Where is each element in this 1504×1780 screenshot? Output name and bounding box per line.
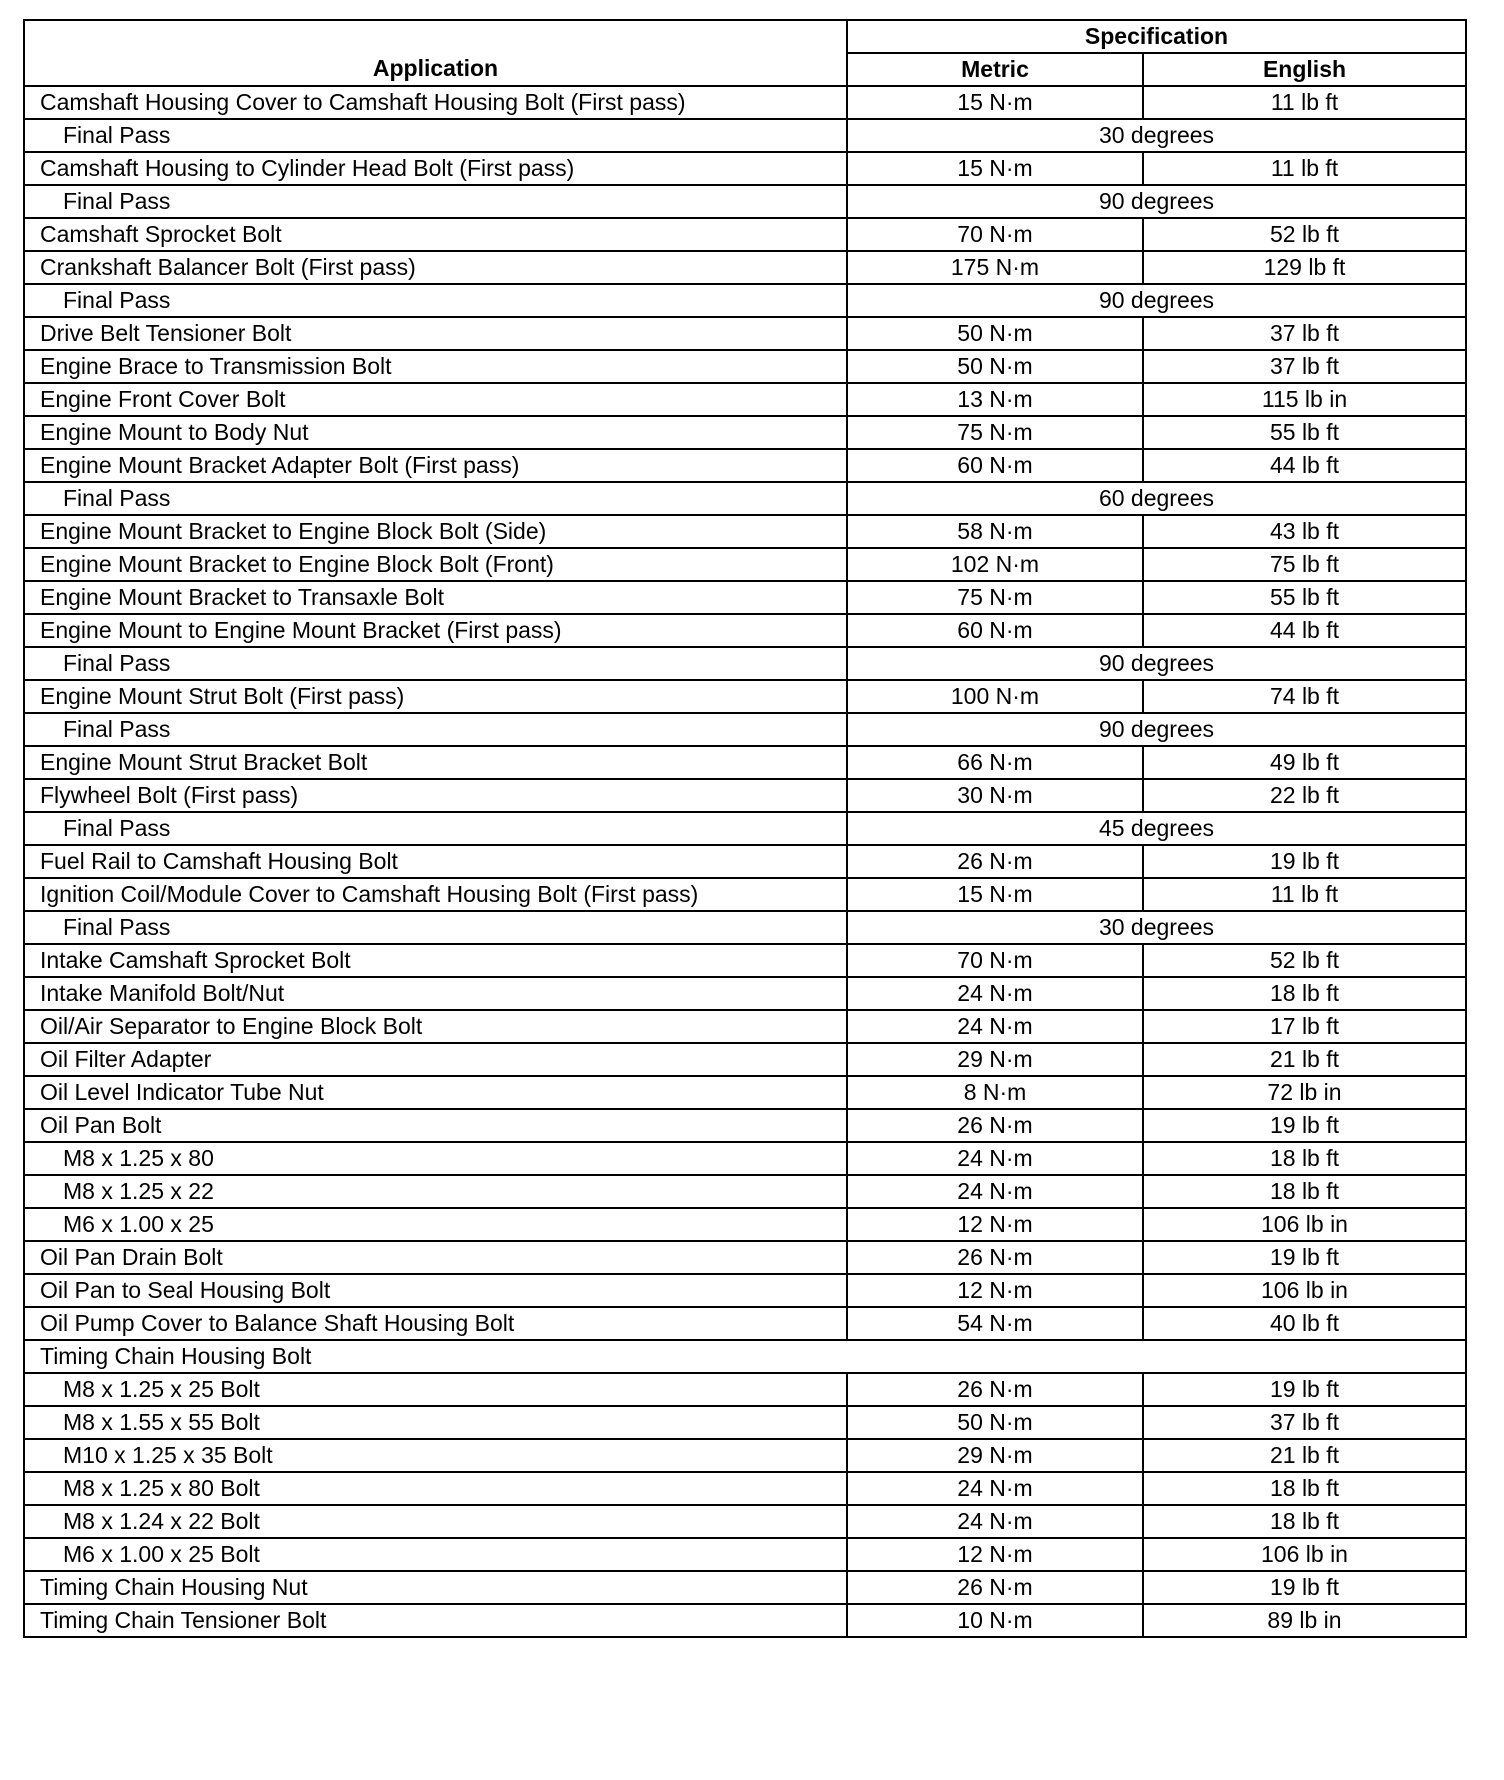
english-cell: 22 lb ft: [1143, 779, 1466, 812]
application-cell: Drive Belt Tensioner Bolt: [24, 317, 847, 350]
table-row: [24, 416, 1466, 449]
table-row: [24, 1175, 1466, 1208]
table-row: [24, 1010, 1466, 1043]
header-application: Application: [24, 20, 847, 86]
application-cell: Timing Chain Tensioner Bolt: [24, 1604, 847, 1637]
application-cell: Oil Pan Drain Bolt: [24, 1241, 847, 1274]
metric-cell: 50 N·m: [847, 350, 1143, 383]
table-row: [24, 1571, 1466, 1604]
english-cell: 89 lb in: [1143, 1604, 1466, 1637]
english-cell: 18 lb ft: [1143, 1175, 1466, 1208]
metric-cell: 102 N·m: [847, 548, 1143, 581]
application-cell: Intake Camshaft Sprocket Bolt: [24, 944, 847, 977]
application-cell: Oil Pan Bolt: [24, 1109, 847, 1142]
table-row: [24, 482, 1466, 515]
angle-spec-cell: 60 degrees: [847, 482, 1466, 515]
table-row: [24, 86, 1466, 119]
english-cell: 21 lb ft: [1143, 1043, 1466, 1076]
table-row: [24, 1439, 1466, 1472]
application-cell: Timing Chain Housing Bolt: [24, 1340, 1466, 1373]
table-row: [24, 944, 1466, 977]
metric-cell: 75 N·m: [847, 581, 1143, 614]
table-row: [24, 251, 1466, 284]
application-cell: Oil/Air Separator to Engine Block Bolt: [24, 1010, 847, 1043]
table-row: [24, 614, 1466, 647]
table-row: [24, 1307, 1466, 1340]
table-row: [24, 1406, 1466, 1439]
table-row: [24, 1604, 1466, 1637]
application-cell: Final Pass: [24, 185, 847, 218]
application-cell: Camshaft Sprocket Bolt: [24, 218, 847, 251]
torque-spec-table: [23, 19, 1467, 1638]
metric-cell: 24 N·m: [847, 1010, 1143, 1043]
table-row: [24, 383, 1466, 416]
english-cell: 52 lb ft: [1143, 944, 1466, 977]
application-cell: Engine Mount Bracket to Engine Block Bolt (Front): [24, 548, 847, 581]
metric-cell: 13 N·m: [847, 383, 1143, 416]
application-cell: Engine Mount Bracket to Engine Block Bolt (Side): [24, 515, 847, 548]
table-row: [24, 779, 1466, 812]
application-cell: Engine Brace to Transmission Bolt: [24, 350, 847, 383]
header-metric: Metric: [847, 53, 1143, 86]
application-cell: Final Pass: [24, 713, 847, 746]
english-cell: 52 lb ft: [1143, 218, 1466, 251]
table-row: [24, 515, 1466, 548]
metric-cell: 8 N·m: [847, 1076, 1143, 1109]
metric-cell: 15 N·m: [847, 878, 1143, 911]
application-cell: Final Pass: [24, 482, 847, 515]
application-cell: Engine Mount to Body Nut: [24, 416, 847, 449]
metric-cell: 50 N·m: [847, 1406, 1143, 1439]
application-cell: Camshaft Housing Cover to Camshaft Housing Bolt (First pass): [24, 86, 847, 119]
metric-cell: 58 N·m: [847, 515, 1143, 548]
table-row: [24, 1142, 1466, 1175]
metric-cell: 12 N·m: [847, 1208, 1143, 1241]
table-row: [24, 1043, 1466, 1076]
application-cell: M8 x 1.25 x 80: [24, 1142, 847, 1175]
english-cell: 129 lb ft: [1143, 251, 1466, 284]
english-cell: 19 lb ft: [1143, 1109, 1466, 1142]
metric-cell: 66 N·m: [847, 746, 1143, 779]
english-cell: 18 lb ft: [1143, 1142, 1466, 1175]
angle-spec-cell: 90 degrees: [847, 284, 1466, 317]
application-cell: Crankshaft Balancer Bolt (First pass): [24, 251, 847, 284]
application-cell: Final Pass: [24, 812, 847, 845]
application-cell: M8 x 1.25 x 80 Bolt: [24, 1472, 847, 1505]
table-row: [24, 845, 1466, 878]
metric-cell: 26 N·m: [847, 1241, 1143, 1274]
metric-cell: 26 N·m: [847, 1373, 1143, 1406]
english-cell: 74 lb ft: [1143, 680, 1466, 713]
english-cell: 44 lb ft: [1143, 449, 1466, 482]
english-cell: 37 lb ft: [1143, 1406, 1466, 1439]
metric-cell: 12 N·m: [847, 1274, 1143, 1307]
metric-cell: 60 N·m: [847, 614, 1143, 647]
application-cell: Engine Front Cover Bolt: [24, 383, 847, 416]
english-cell: 49 lb ft: [1143, 746, 1466, 779]
application-cell: Engine Mount Bracket Adapter Bolt (First pass): [24, 449, 847, 482]
application-cell: Final Pass: [24, 284, 847, 317]
table-row: [24, 713, 1466, 746]
table-row: [24, 350, 1466, 383]
table-row: [24, 185, 1466, 218]
table-row: [24, 878, 1466, 911]
english-cell: 11 lb ft: [1143, 152, 1466, 185]
table-row: [24, 317, 1466, 350]
english-cell: 19 lb ft: [1143, 1373, 1466, 1406]
header-row-top: [24, 20, 1466, 53]
table-row: [24, 1472, 1466, 1505]
metric-cell: 100 N·m: [847, 680, 1143, 713]
application-cell: Camshaft Housing to Cylinder Head Bolt (First pass): [24, 152, 847, 185]
table-row: [24, 1538, 1466, 1571]
table-row: [24, 1373, 1466, 1406]
metric-cell: 26 N·m: [847, 1571, 1143, 1604]
english-cell: 18 lb ft: [1143, 1505, 1466, 1538]
application-cell: Oil Pump Cover to Balance Shaft Housing Bolt: [24, 1307, 847, 1340]
table-row: [24, 1241, 1466, 1274]
application-cell: Intake Manifold Bolt/Nut: [24, 977, 847, 1010]
english-cell: 43 lb ft: [1143, 515, 1466, 548]
metric-cell: 29 N·m: [847, 1043, 1143, 1076]
table-row: [24, 1076, 1466, 1109]
metric-cell: 70 N·m: [847, 944, 1143, 977]
english-cell: 115 lb in: [1143, 383, 1466, 416]
table-row: [24, 1274, 1466, 1307]
english-cell: 19 lb ft: [1143, 845, 1466, 878]
application-cell: Engine Mount Strut Bracket Bolt: [24, 746, 847, 779]
application-cell: Flywheel Bolt (First pass): [24, 779, 847, 812]
metric-cell: 70 N·m: [847, 218, 1143, 251]
application-cell: M8 x 1.25 x 22: [24, 1175, 847, 1208]
table-row: [24, 119, 1466, 152]
angle-spec-cell: 30 degrees: [847, 911, 1466, 944]
english-cell: 72 lb in: [1143, 1076, 1466, 1109]
table-row: [24, 581, 1466, 614]
angle-spec-cell: 30 degrees: [847, 119, 1466, 152]
metric-cell: 30 N·m: [847, 779, 1143, 812]
table-row: [24, 1109, 1466, 1142]
metric-cell: 75 N·m: [847, 416, 1143, 449]
english-cell: 19 lb ft: [1143, 1241, 1466, 1274]
application-cell: Timing Chain Housing Nut: [24, 1571, 847, 1604]
english-cell: 55 lb ft: [1143, 581, 1466, 614]
metric-cell: 24 N·m: [847, 1472, 1143, 1505]
application-cell: Engine Mount to Engine Mount Bracket (First pass): [24, 614, 847, 647]
table-row: [24, 1340, 1466, 1373]
header-specification: Specification: [847, 20, 1466, 53]
table-row: [24, 284, 1466, 317]
application-cell: Oil Pan to Seal Housing Bolt: [24, 1274, 847, 1307]
application-cell: Final Pass: [24, 119, 847, 152]
application-cell: M8 x 1.55 x 55 Bolt: [24, 1406, 847, 1439]
metric-cell: 60 N·m: [847, 449, 1143, 482]
english-cell: 21 lb ft: [1143, 1439, 1466, 1472]
table-row: [24, 1208, 1466, 1241]
english-cell: 55 lb ft: [1143, 416, 1466, 449]
table-body: [24, 86, 1466, 1637]
metric-cell: 54 N·m: [847, 1307, 1143, 1340]
metric-cell: 24 N·m: [847, 1505, 1143, 1538]
application-cell: Final Pass: [24, 911, 847, 944]
table-row: [24, 449, 1466, 482]
metric-cell: 15 N·m: [847, 152, 1143, 185]
metric-cell: 12 N·m: [847, 1538, 1143, 1571]
metric-cell: 29 N·m: [847, 1439, 1143, 1472]
table-row: [24, 548, 1466, 581]
english-cell: 11 lb ft: [1143, 86, 1466, 119]
metric-cell: 24 N·m: [847, 1142, 1143, 1175]
metric-cell: 24 N·m: [847, 1175, 1143, 1208]
application-cell: M6 x 1.00 x 25: [24, 1208, 847, 1241]
english-cell: 18 lb ft: [1143, 977, 1466, 1010]
application-cell: Oil Filter Adapter: [24, 1043, 847, 1076]
angle-spec-cell: 90 degrees: [847, 713, 1466, 746]
english-cell: 106 lb in: [1143, 1208, 1466, 1241]
table-row: [24, 977, 1466, 1010]
angle-spec-cell: 90 degrees: [847, 185, 1466, 218]
application-cell: M8 x 1.24 x 22 Bolt: [24, 1505, 847, 1538]
table-row: [24, 152, 1466, 185]
angle-spec-cell: 45 degrees: [847, 812, 1466, 845]
application-cell: Fuel Rail to Camshaft Housing Bolt: [24, 845, 847, 878]
application-cell: Final Pass: [24, 647, 847, 680]
table-row: [24, 746, 1466, 779]
application-cell: M8 x 1.25 x 25 Bolt: [24, 1373, 847, 1406]
application-cell: Engine Mount Strut Bolt (First pass): [24, 680, 847, 713]
english-cell: 106 lb in: [1143, 1538, 1466, 1571]
angle-spec-cell: 90 degrees: [847, 647, 1466, 680]
english-cell: 40 lb ft: [1143, 1307, 1466, 1340]
english-cell: 19 lb ft: [1143, 1571, 1466, 1604]
metric-cell: 15 N·m: [847, 86, 1143, 119]
table-row: [24, 1505, 1466, 1538]
metric-cell: 10 N·m: [847, 1604, 1143, 1637]
english-cell: 75 lb ft: [1143, 548, 1466, 581]
english-cell: 37 lb ft: [1143, 317, 1466, 350]
metric-cell: 175 N·m: [847, 251, 1143, 284]
metric-cell: 26 N·m: [847, 1109, 1143, 1142]
english-cell: 18 lb ft: [1143, 1472, 1466, 1505]
table-row: [24, 680, 1466, 713]
application-cell: M10 x 1.25 x 35 Bolt: [24, 1439, 847, 1472]
application-cell: Oil Level Indicator Tube Nut: [24, 1076, 847, 1109]
table-row: [24, 647, 1466, 680]
english-cell: 11 lb ft: [1143, 878, 1466, 911]
table-row: [24, 911, 1466, 944]
table-row: [24, 218, 1466, 251]
application-cell: Engine Mount Bracket to Transaxle Bolt: [24, 581, 847, 614]
table-header: [24, 20, 1466, 86]
application-cell: M6 x 1.00 x 25 Bolt: [24, 1538, 847, 1571]
header-english: English: [1143, 53, 1466, 86]
metric-cell: 26 N·m: [847, 845, 1143, 878]
metric-cell: 50 N·m: [847, 317, 1143, 350]
table-row: [24, 812, 1466, 845]
english-cell: 17 lb ft: [1143, 1010, 1466, 1043]
english-cell: 106 lb in: [1143, 1274, 1466, 1307]
application-cell: Ignition Coil/Module Cover to Camshaft Housing Bolt (First pass): [24, 878, 847, 911]
english-cell: 44 lb ft: [1143, 614, 1466, 647]
metric-cell: 24 N·m: [847, 977, 1143, 1010]
english-cell: 37 lb ft: [1143, 350, 1466, 383]
